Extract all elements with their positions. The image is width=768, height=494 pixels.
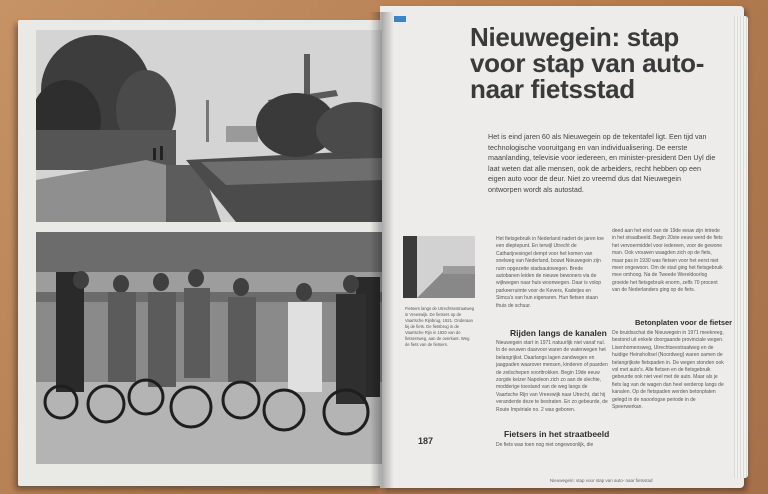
col-b-paragraph-2: De bruidsschat die Nieuwegein in 1971 meekreeg, bestond uit enkele doorgaande provinciale wegen. Lisenhomensweg, Utrechtseestraatweg en de huidige Heinsholtsel (Noordweg) waren samen de belangrijkste fietspaden in. De wegen stonden ook vol met auto's. Alle fietsen en de fietsgebruik gebeurde ook niet veel met de auto. Maar als je fiets lag van de wagen dan heel verderop langs de kanalen. Op de fietspaden werden betonplaten gelegd in de naoorlogse periode in de Speerwerkan. bbox=[612, 330, 724, 411]
section-heading-fietsers: Fietsers in het straatbeeld bbox=[504, 429, 610, 439]
bookmark-ribbon bbox=[394, 16, 406, 22]
photo-women-with-bicycles bbox=[36, 232, 382, 464]
text-column-left-middle bbox=[496, 340, 608, 428]
text-column-right-bottom bbox=[612, 330, 724, 450]
col-a-paragraph-1: Het fietsgebruik in Nederland nadert de jaren toe een dieptepunt. En terwijl Utrecht de Catharijnesingel dempt voor het komen van snelweg van Nederland, bouwt Nieuwegein zijn ruim opgezette stadsautowegen. Brede autobanen leiden de nieuwe bewoners via de wijkwegen naar huis woonwegen. Daar is volop parkeerruimte voor de Kevers, Kadetjes en Simca's van hun eigenaren. Hun fietsen staan thuis de schuur. bbox=[496, 236, 604, 309]
page-edges bbox=[734, 16, 748, 478]
text-column-right-top bbox=[612, 228, 724, 316]
cyclists-group-illustration bbox=[36, 232, 382, 464]
section-heading-kanalen: Rijden langs de kanalen bbox=[510, 328, 607, 338]
canal-scene-illustration bbox=[36, 30, 382, 222]
col-a-paragraph-3: De fiets was toen nog niet ongewoonlijk, die bbox=[496, 442, 594, 448]
section-heading-betonplaten: Betonplaten voor de fietser bbox=[635, 318, 733, 327]
book-gutter-shadow bbox=[370, 12, 394, 488]
page-number: 187 bbox=[418, 436, 434, 446]
open-book bbox=[18, 6, 750, 488]
thumbnail-caption: Fietsers langs de Utrechtsestraatweg in Vreeswijk. De fietsers op de Vaartsche Rijnbrug, 1921. Onderaan bij de fiets. De fietsbrug in de Vaartsche Rijn in 1920 van de fietsersweg, aan de overkant. Weg de fiets van de fietsers. bbox=[405, 306, 475, 347]
thumbnail-photo-road bbox=[403, 236, 475, 298]
col-b-paragraph-1: deed aan het eind van de 19de eeuw zijn intrede in het straatbeeld. Begin 20ste eeuw werd de fiets het vervoermiddel voor iedereen, voor de gewone man. Ook vrouwen waagden zich op de fiets, maar pas in 1930 was fietsen voor het eerst niet meer ongewoon. Om de stad ging het fietsgebruik mee omhoog. Na de Tweede Wereldoorlog groeide het fietsgebruik enorm, zelfs 70 procent van de Nederlanders ging op de fiets. bbox=[612, 228, 723, 294]
article-title: Nieuwegein: stap voor stap van auto-naar fietsstad bbox=[470, 22, 705, 104]
text-column-left-bottom bbox=[496, 442, 608, 452]
photo-canal-windmill bbox=[36, 30, 382, 222]
page-footer: Nieuwegein: stap voor stap van auto- naar fietsstad bbox=[550, 478, 653, 483]
col-a-paragraph-2: Nieuwegein start in 1971 natuurlijk niet vanaf nul. In de eeuwen daarvoor waren de waterwegen het belangrijkst. Daarlangs lagen zandwegen en jaagpaden waarover mensen, kinderen of paarden de zeilschepen voorttrokken. Begin 19de eeuw zorgde keizer Napoleon zich zo aan de slechte, modderige toestand van de weg langs de Vaartsche Rijn van Vreeswijk naar Utrecht, dat hij veranderde deze te bestraten. En zo gebeurde, de Route Impériale no. 2 was geboren. bbox=[496, 340, 608, 413]
road-thumbnail-illustration bbox=[403, 236, 475, 298]
article-intro: Het is eind jaren 60 als Nieuwegein op de tekentafel ligt. Een tijd van technologische vooruitgang en van individualisering. De eerste maanlanding, televisie voor iedereen, en minister-president Den Uyl die laat weten dat alle mensen, ook de arbeiders, recht hebben op een eigen auto voor de deur. Niet zo vreemd dus dat Nieuwegein ontworpen wordt als autostad. bbox=[488, 132, 716, 194]
